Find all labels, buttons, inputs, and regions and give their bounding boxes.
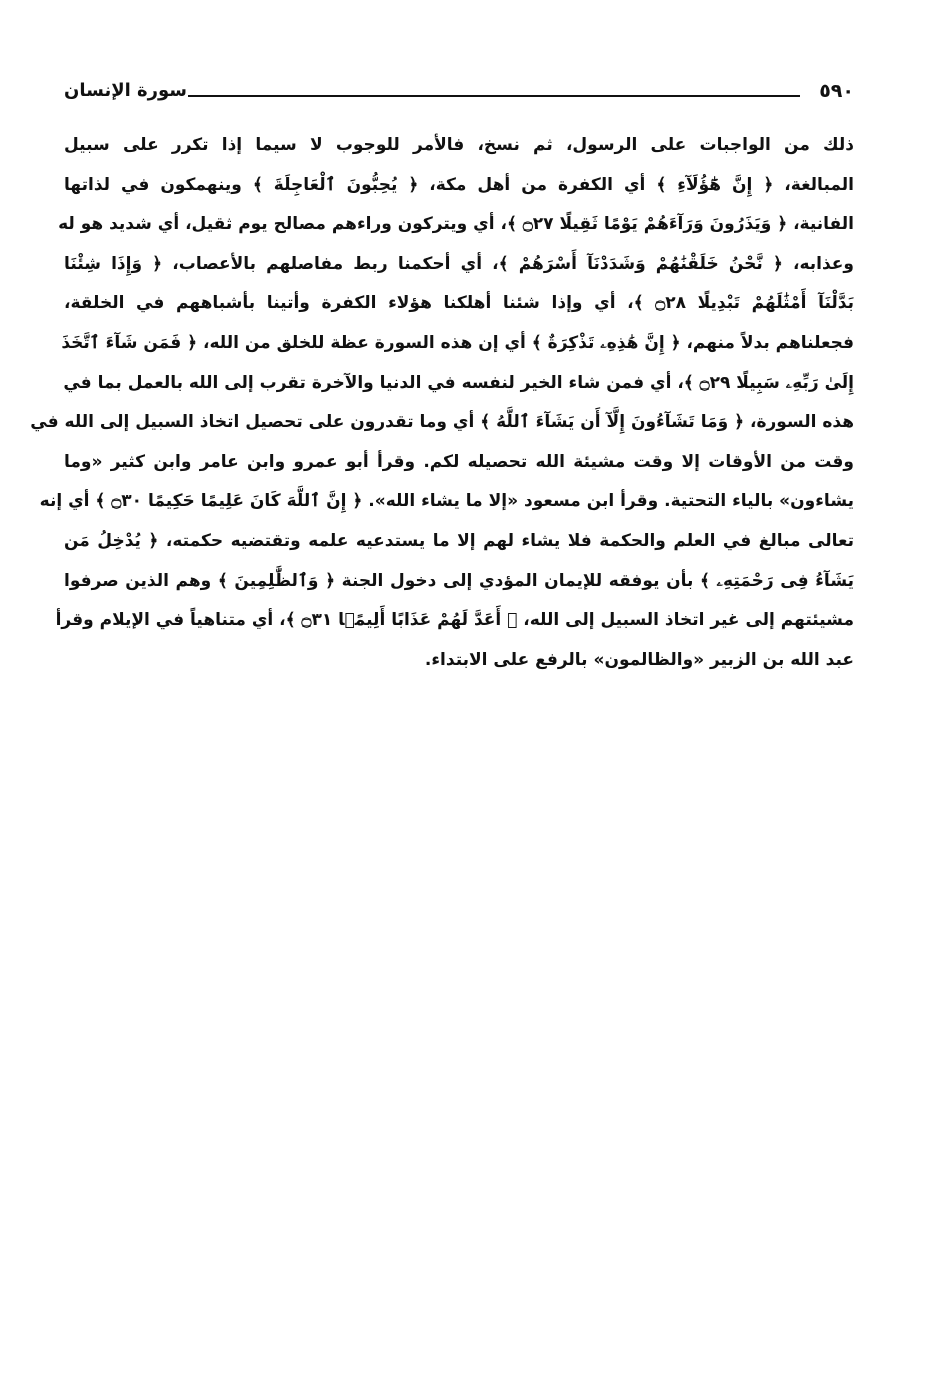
text-line: يشاءون» بالياء التحتية. وقرأ ابن مسعود «إلا ما يشاء الله». ﴿ إِنَّ ٱللَّهَ كَانَ عَلِيمًا حَكِيمًا ۝٣٠ ﴾ أي إنه: [39, 491, 854, 512]
text-line: مشيئتهم إلى غير اتخاذ السبيل إلى الله، ﴿ أَعَدَّ لَهُمْ عَذَابًا أَلِيمًۢا ۝٣١ ﴾، أي متناهياً في الإيلام وقرأ: [55, 610, 854, 631]
text-line: هذه السورة، ﴿ وَمَا تَشَآءُونَ إِلَّآ أَن يَشَآءَ ٱللَّهُ ﴾ أي وما تقدرون على تحصيل اتخاذ السبيل إلى الله في: [30, 412, 854, 433]
text-line: ذلك من الواجبات على الرسول، ثم نسخ، فالأمر للوجوب لا سيما إذا تكرر على سبيل: [64, 135, 854, 155]
body-text: [30, 126, 855, 680]
text-line: إِلَىٰ رَبِّهِۦ سَبِيلًا ۝٢٩ ﴾، أي فمن شاء الخير لنفسه في الدنيا والآخرة تقرب إلى الله بالعمل بما في: [63, 372, 854, 393]
text-line: فجعلناهم بدلاً منهم، ﴿ إِنَّ هَٰذِهِۦ تَذْكِرَةٌ ﴾ أي إن هذه السورة عظة للخلق من الله، ﴿ فَمَن شَآءَ ٱتَّخَذَ: [61, 332, 854, 353]
page-number: ٥٩٠: [819, 80, 854, 102]
text-line: بَدَّلْنَآ أَمْثَٰلَهُمْ تَبْدِيلًا ۝٢٨ ﴾، أي وإذا شئنا أهلكنا هؤلاء الكفرة وأتينا بأشباههم في الخلقة،: [64, 293, 855, 314]
text-line: المبالغة، ﴿ إِنَّ هَٰٓؤُلَآءِ ﴾ أي الكفرة من أهل مكة، ﴿ يُحِبُّونَ ٱلْعَاجِلَةَ ﴾ وينهمكون في لذاتها: [64, 174, 854, 195]
text-line: وعذابه، ﴿ نَّحْنُ خَلَقْنَٰهُمْ وَشَدَدْنَآ أَسْرَهُمْ ﴾، أي أحكمنا ربط مفاصلهم بالأعصاب، ﴿ وَإِذَا شِئْنَا: [64, 253, 854, 274]
text-line: تعالى مبالغ في العلم والحكمة فلا يشاء لهم إلا ما يستدعيه علمه وتقتضيه حكمته، ﴿ يُدْخِلُ مَن: [64, 530, 854, 551]
surah-title: سورة الإنسان: [64, 80, 188, 101]
text-line: وقت من الأوقات إلا وقت مشيئة الله تحصيله لكم. وقرأ أبو عمرو وابن عامر وابن كثير «وما: [64, 451, 854, 472]
header-rule: [188, 95, 800, 97]
text-line: يَشَآءُ فِى رَحْمَتِهِۦ ﴾ بأن يوفقه للإيمان المؤدي إلى دخول الجنة ﴿ وَٱلظَّٰلِمِينَ ﴾ وهم الذين صرفوا: [64, 570, 854, 591]
page-header: [64, 78, 854, 112]
text-line: الفانية، ﴿ وَيَذَرُونَ وَرَآءَهُمْ يَوْمًا ثَقِيلًا ۝٢٧ ﴾، أي ويتركون وراءهم مصالح يوم ثقيل، أي شديد هو له: [58, 214, 854, 235]
text-line: عبد الله بن الزبير «والظالمون» بالرفع على الابتداء.: [424, 649, 854, 670]
